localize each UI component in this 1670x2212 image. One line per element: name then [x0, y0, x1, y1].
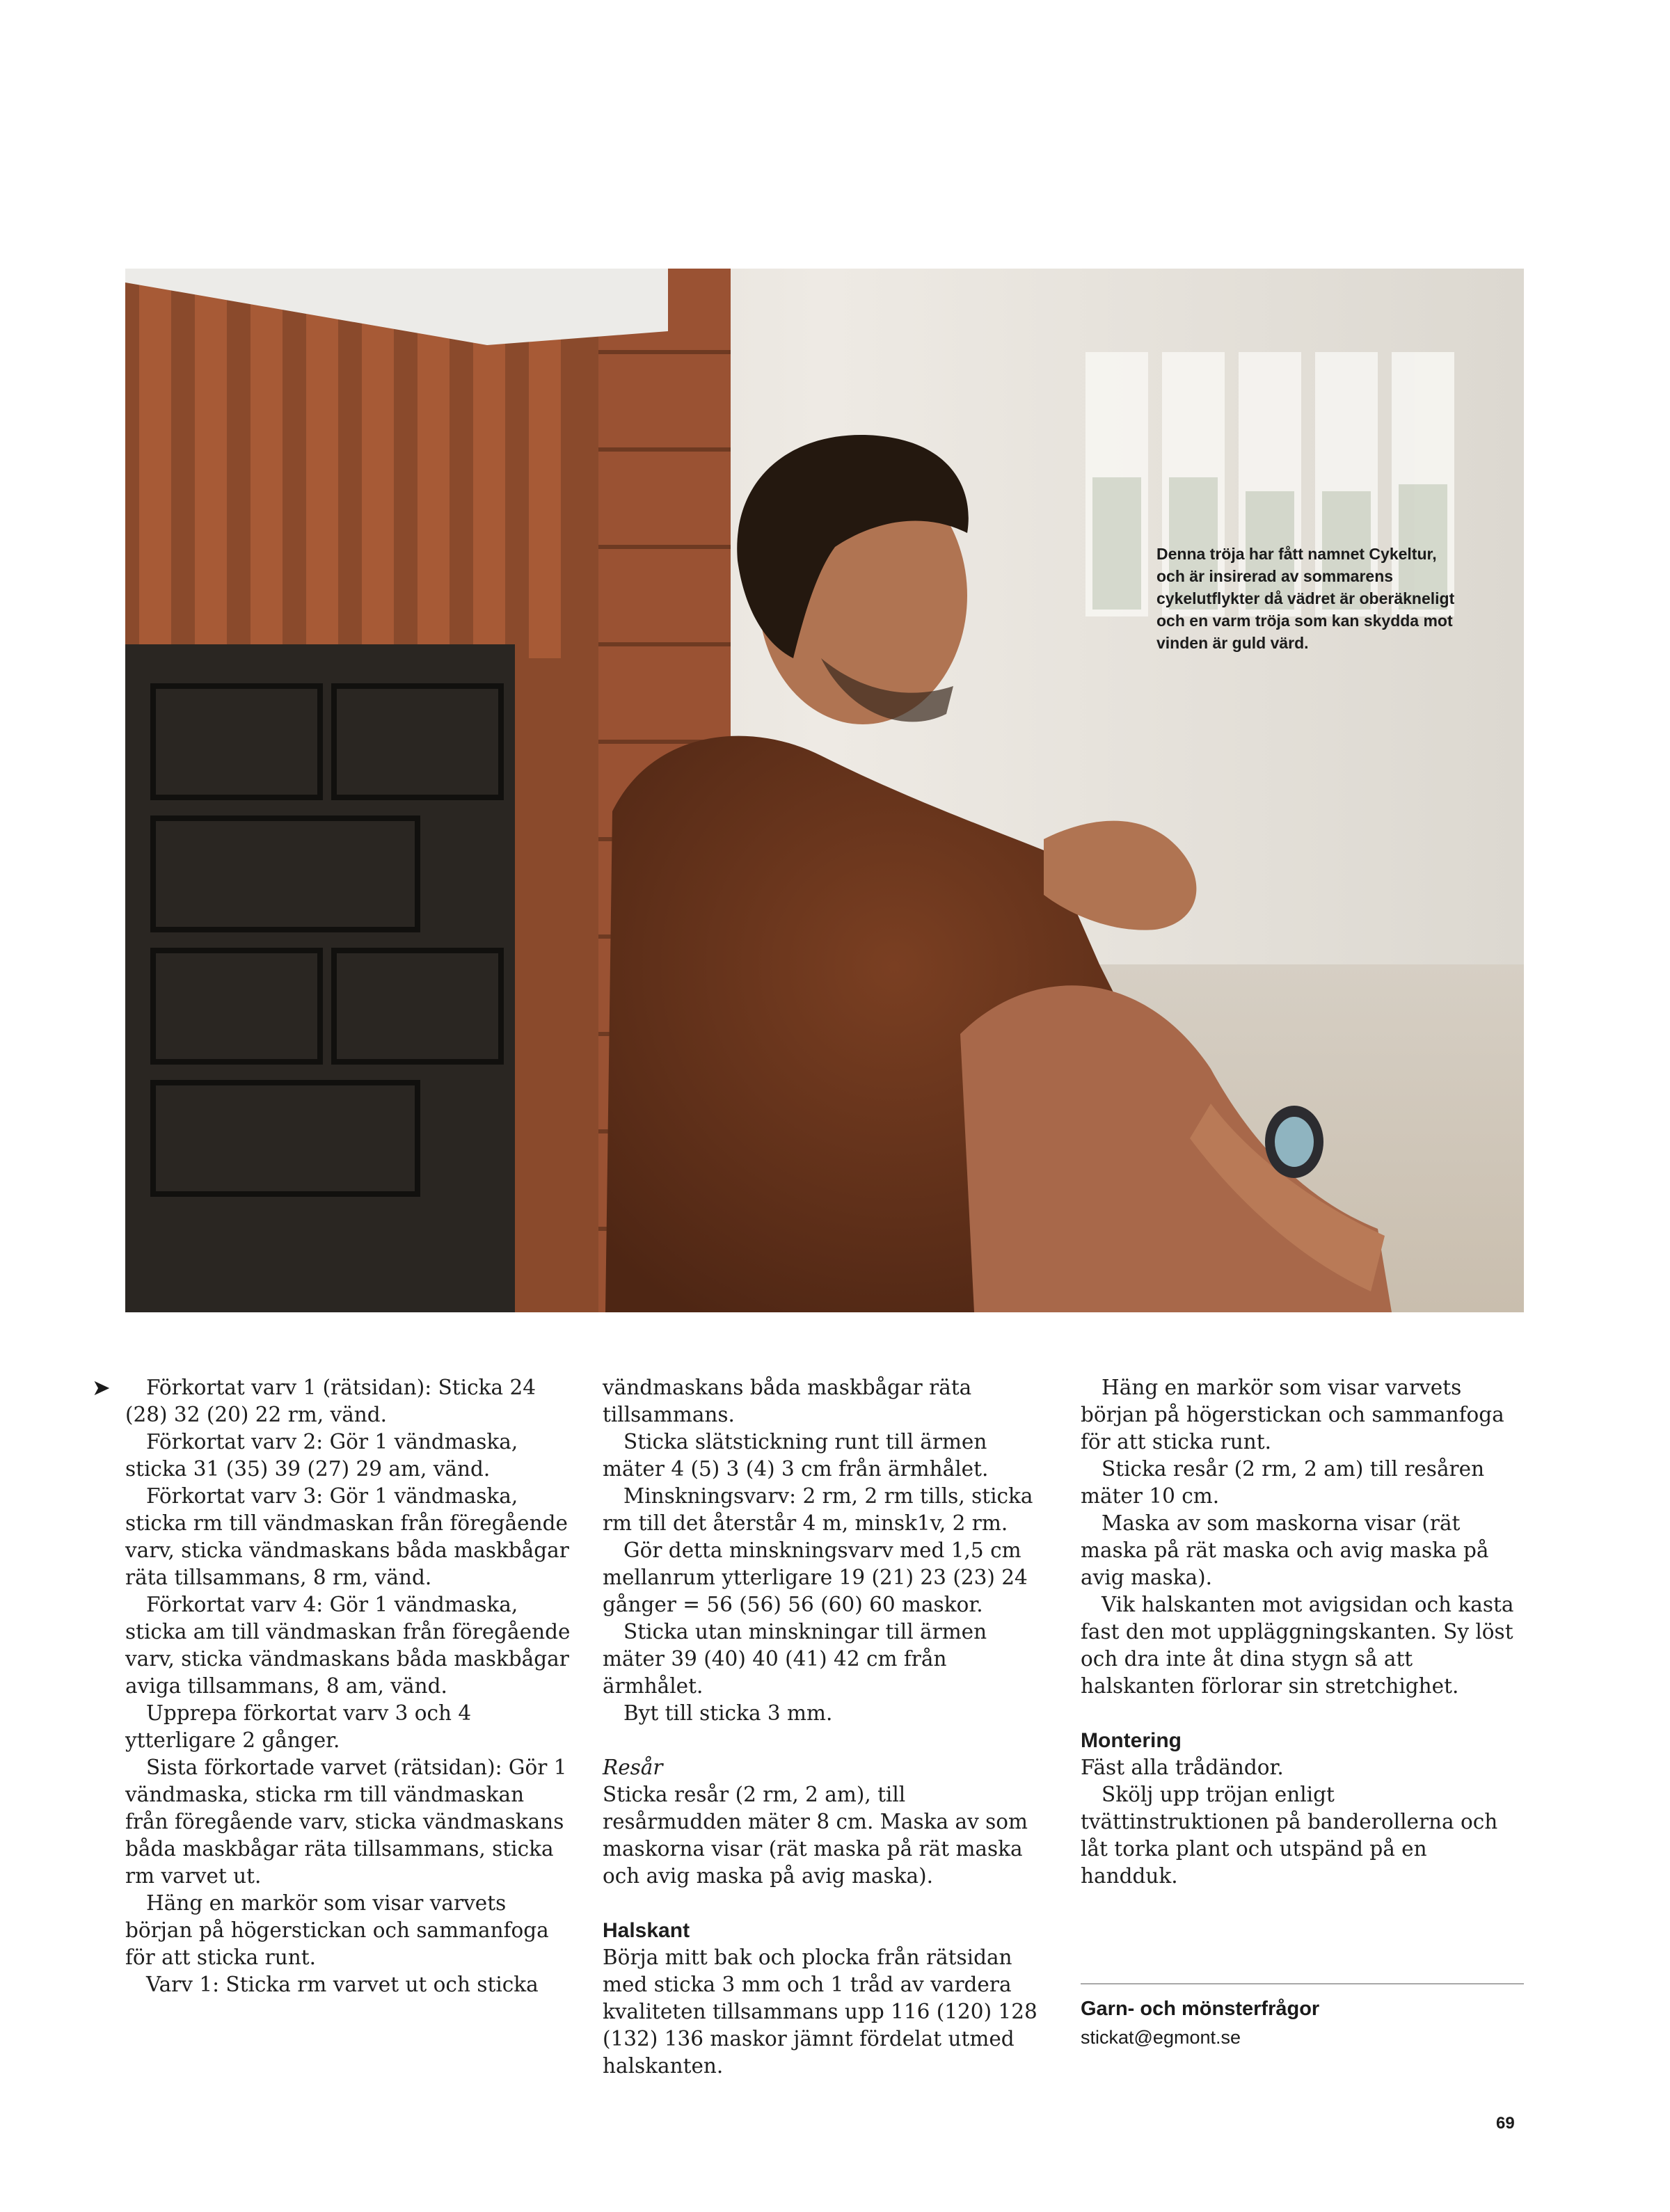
paragraph: Sticka utan minskningar till ärmen mäter 39 (40) 40 (41) 42 cm från ärmhålet.: [603, 1620, 987, 1698]
photo-caption: Denna tröja har fått namnet Cykeltur, och är insirerad av sommarens cykelutflykter då vädret är oberäkneligt och en varm tröja som kan skydda mot vinden är guld värd.: [1156, 545, 1455, 652]
paragraph: Gör detta minskningsvarv med 1,5 cm mellanrum ytterligare 19 (21) 23 (23) 24 gånger = 56 (56) 56 (60) 60 maskor.: [603, 1538, 1028, 1616]
contact-email-link[interactable]: stickat@egmont.se: [1081, 2027, 1241, 2048]
hero-photo: [125, 269, 1524, 1312]
paragraph-continued: vändmaskans båda maskbågar räta tillsammans.: [603, 1376, 972, 1426]
paragraph: Sticka resår (2 rm, 2 am), till resårmudden mäter 8 cm. Maska av som maskorna visar (rät maska på rät maska och avig maska på avig maska).: [603, 1783, 1028, 1888]
paragraph: Förkortat varv 1 (rätsidan): Sticka 24 (28) 32 (20) 22 rm, vänd.: [125, 1376, 536, 1426]
paragraph: Vik halskanten mot avigsidan och kasta fast den mot uppläggningskanten. Sy löst och dra inte åt dina stygn så att halskanten förlorar sin stretchighet.: [1081, 1593, 1514, 1698]
paragraph: Varv 1: Sticka rm varvet ut och sticka: [146, 1973, 539, 1996]
halskant-heading: Halskant: [603, 1919, 690, 1942]
paragraph: Förkortat varv 2: Gör 1 vändmaska, sticka 31 (35) 39 (27) 29 am, vänd.: [125, 1430, 518, 1481]
paragraph: Förkortat varv 3: Gör 1 vändmaska, sticka rm till vändmaskan från föregående varv, sticka vändmaskans båda maskbågar räta tillsammans, 8 rm, vänd.: [125, 1484, 569, 1589]
paragraph: Häng en markör som visar varvets början på högerstickan och sammanfoga för att sticka runt.: [1081, 1376, 1504, 1454]
column-2: [603, 1374, 1048, 2080]
page-number: 69: [1496, 2114, 1515, 2133]
column-3: [1081, 1374, 1526, 1890]
paragraph: Förkortat varv 4: Gör 1 vändmaska, sticka am till vändmaskan från föregående varv, sticka vändmaskans båda maskbågar aviga tillsammans, 8 am, vänd.: [125, 1593, 571, 1698]
paragraph: Upprepa förkortat varv 3 och 4 ytterligare 2 gånger.: [125, 1701, 472, 1752]
montering-heading: Montering: [1081, 1729, 1182, 1752]
divider: [1081, 1983, 1524, 1984]
contact-title: Garn- och mönsterfrågor: [1081, 1998, 1320, 2020]
paragraph: Sista förkortade varvet (rätsidan): Gör 1 vändmaska, sticka rm till vändmaskan från föregående varv, sticka vändmaskans båda maskbågar räta tillsammans, sticka rm varvet ut.: [125, 1756, 567, 1888]
column-1: [125, 1374, 571, 1998]
paragraph: Sticka resår (2 rm, 2 am) till resåren mäter 10 cm.: [1081, 1457, 1485, 1508]
paragraph: Sticka slätstickning runt till ärmen mäter 4 (5) 3 (4) 3 cm från ärmhålet.: [603, 1430, 989, 1481]
paragraph: Häng en markör som visar varvets början på högerstickan och sammanfoga för att sticka runt.: [125, 1891, 549, 1969]
photo-illustration: [125, 269, 1524, 1312]
arrow-right-icon: ➤: [92, 1374, 111, 1401]
paragraph: Börja mitt bak och plocka från rätsidan med sticka 3 mm och 1 tråd av vardera kvaliteten tillsammans upp 116 (120) 128 (132) 136 maskor jämnt fördelat utmed halskanten.: [603, 1946, 1037, 2078]
resar-subheading: Resår: [603, 1756, 663, 1779]
paragraph: Fäst alla trådändor.: [1081, 1756, 1284, 1779]
paragraph: Minskningsvarv: 2 rm, 2 rm tills, sticka rm till det återstår 4 m, minsk1v, 2 rm.: [603, 1484, 1033, 1535]
paragraph: Maska av som maskorna visar (rät maska på rät maska och avig maska på avig maska).: [1081, 1511, 1489, 1589]
paragraph: Skölj upp tröjan enligt tvättinstruktionen på banderollerna och låt torka plant och utspänd på en handduk.: [1081, 1783, 1498, 1888]
paragraph: Byt till sticka 3 mm.: [623, 1701, 833, 1725]
